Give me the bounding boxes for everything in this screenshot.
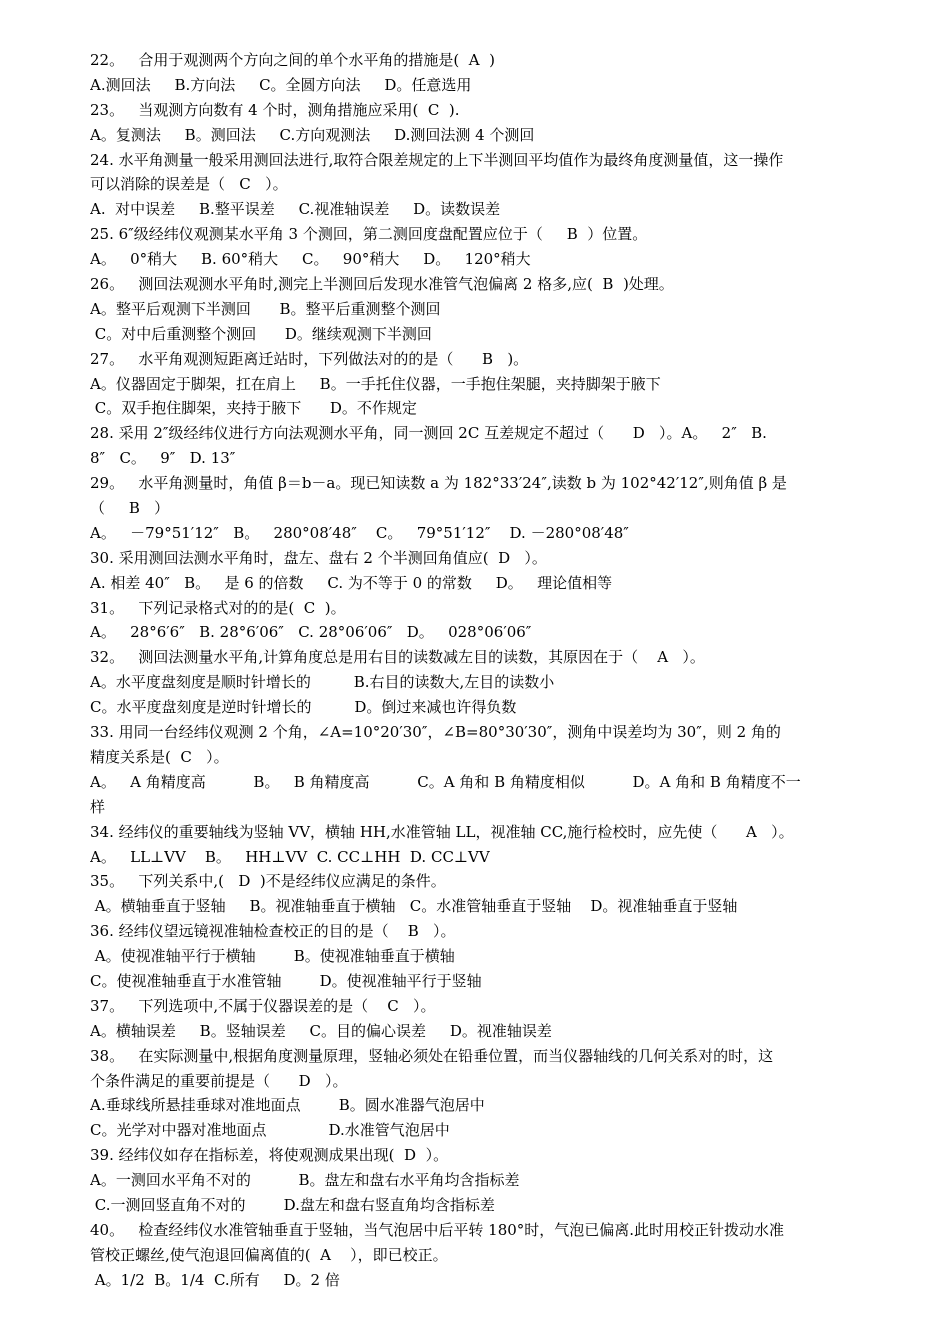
document-line: 29。 水平角测量时，角值 β＝b－a。现已知读数 a 为 182°33′24″,读数 b 为 102°42′12″,则角值 β 是 xyxy=(90,474,787,493)
document-line: A。 A 角精度高 B。 B 角精度高 C。A 角和 B 角精度相似 D。A 角和 B 角精度不一 xyxy=(90,772,801,791)
document-line: A。一测回水平角不对的 B。盘左和盘右水平角均含指标差 xyxy=(90,1171,520,1190)
document-line: A.垂球线所悬挂垂球对准地面点 B。圆水准器气泡居中 xyxy=(90,1096,485,1115)
document-line: C.一测回竖直角不对的 D.盘左和盘右竖直角均含指标差 xyxy=(90,1195,495,1214)
document-line: A。复测法 B。测回法 C.方向观测法 D.测回法测 4 个测回 xyxy=(90,125,535,144)
document-line: A。整平后观测下半测回 B。整平后重测整个测回 xyxy=(90,299,441,318)
document-line: A。 0°稍大 B. 60°稍大 C。 90°稍大 D。 120°稍大 xyxy=(90,250,531,269)
document-line: 37。 下列选项中,不属于仪器误差的是（ C ）。 xyxy=(90,996,436,1015)
document-line: 22。 合用于观测两个方向之间的单个水平角的措施是( A ) xyxy=(90,51,496,69)
document-line: 管校正螺丝,使气泡退回偏离值的( A ），即已校正。 xyxy=(90,1245,448,1264)
document-line: 27。 水平角观测短距离迁站时，下列做法对的的是（ B )。 xyxy=(90,349,529,368)
document-line: 28. 采用 2″级经纬仪进行方向法观测水平角，同一测回 2C 互差规定不超过（ D ）。A。 2″ B. xyxy=(90,424,767,443)
document-line: 40。 检查经纬仪水准管轴垂直于竖轴，当气泡居中后平转 180°时，气泡已偏离.此时用校正针拨动水准 xyxy=(90,1220,785,1239)
document-line: 39. 经纬仪如存在指标差，将使观测成果出现( D ）。 xyxy=(90,1146,449,1165)
document-line: （ B ） xyxy=(90,499,170,518)
document-line: A。 －79°51′12″ B。 280°08′48″ C。 79°51′12″ D. －280°08′48″ xyxy=(90,523,629,542)
document-line: 33. 用同一台经纬仪观测 2 个角，∠A=10°20′30″，∠B=80°30′30″，测角中误差均为 30″，则 2 角的 xyxy=(90,723,781,742)
document-line: 8″ C。 9″ D. 13″ xyxy=(90,449,236,468)
document-line: 35。 下列关系中,( D )不是经纬仪应满足的条件。 xyxy=(90,872,446,891)
document-line: 样 xyxy=(90,797,106,816)
document-line: 36. 经纬仪望远镜视准轴检查校正的目的是（ B ）。 xyxy=(90,922,456,941)
document-line: 个条件满足的重要前提是（ D ）。 xyxy=(90,1071,348,1090)
document-line: A. 相差 40″ B。 是 6 的倍数 C. 为不等于 0 的常数 D。 理论值相等 xyxy=(90,573,613,592)
document-line: 精度关系是( C ）。 xyxy=(90,747,229,766)
document-line: 25. 6″级经纬仪观测某水平角 3 个测回，第二测回度盘配置应位于（ B ）位置。 xyxy=(90,225,648,244)
document-line: 24. 水平角测量一般采用测回法进行,取符合限差规定的上下半测回平均值作为最终角度测量值，这一操作 xyxy=(90,150,784,169)
document-line: A。水平度盘刻度是顺时针增长的 B.右目的读数大,左目的读数小 xyxy=(90,673,555,692)
document-line: A。仪器固定于脚架，扛在肩上 B。一手托住仪器，一手抱住架腿，夹持脚架于腋下 xyxy=(90,374,661,393)
document-line: C。水平度盘刻度是逆时针增长的 D。倒过来减也许得负数 xyxy=(90,698,517,717)
document-line: 30. 采用测回法测水平角时，盘左、盘右 2 个半测回角值应( D ）。 xyxy=(90,548,547,567)
document-line: 32。 测回法测量水平角,计算角度总是用右目的读数减左目的读数，其原因在于（ A ）。 xyxy=(90,648,705,667)
document-line: 可以消除的误差是（ C ）。 xyxy=(90,175,288,194)
document-line: C。使视准轴垂直于水准管轴 D。使视准轴平行于竖轴 xyxy=(90,971,482,990)
document-line: A。1/2 B。1/4 C.所有 D。2 倍 xyxy=(90,1270,340,1289)
document-line: A.测回法 B.方向法 C。全圆方向法 D。任意选用 xyxy=(90,75,472,94)
document-line: A。 LL⊥VV B。 HH⊥VV C. CC⊥HH D. CC⊥VV xyxy=(90,847,490,866)
document-line: 34. 经纬仪的重要轴线为竖轴 VV，横轴 HH,水准管轴 LL，视准轴 CC,施行检校时，应先使（ A ）。 xyxy=(90,822,794,841)
document-line: 23。 当观测方向数有 4 个时，测角措施应采用( C ). xyxy=(90,100,460,119)
document-line: A。横轴垂直于竖轴 B。视准轴垂直于横轴 C。水准管轴垂直于竖轴 D。视准轴垂直于竖轴 xyxy=(90,897,738,916)
document-line: A。 28°6′6″ B. 28°6′06″ C. 28°06′06″ D。 028°06′06″ xyxy=(90,623,532,642)
document-line: C。对中后重测整个测回 D。继续观测下半测回 xyxy=(90,324,432,343)
document-line: A. 对中误差 B.整平误差 C.视准轴误差 D。读数误差 xyxy=(90,200,501,219)
document-line: 31。 下列记录格式对的的是( C )。 xyxy=(90,598,346,617)
document-body xyxy=(90,48,862,1293)
document-line: 26。 测回法观测水平角时,测完上半测回后发现水准管气泡偏离 2 格多,应( B )处理。 xyxy=(90,275,674,294)
document-line: A。使视准轴平行于横轴 B。使视准轴垂直于横轴 xyxy=(90,947,455,966)
document-line: A。横轴误差 B。竖轴误差 C。目的偏心误差 D。视准轴误差 xyxy=(90,1021,552,1040)
document-line: 38。 在实际测量中,根据角度测量原理，竖轴必须处在铅垂位置，而当仪器轴线的几何关系对的时，这 xyxy=(90,1046,774,1065)
document-line: C。光学对中器对准地面点 D.水准管气泡居中 xyxy=(90,1121,450,1140)
document-line: C。双手抱住脚架，夹持于腋下 D。不作规定 xyxy=(90,399,417,418)
